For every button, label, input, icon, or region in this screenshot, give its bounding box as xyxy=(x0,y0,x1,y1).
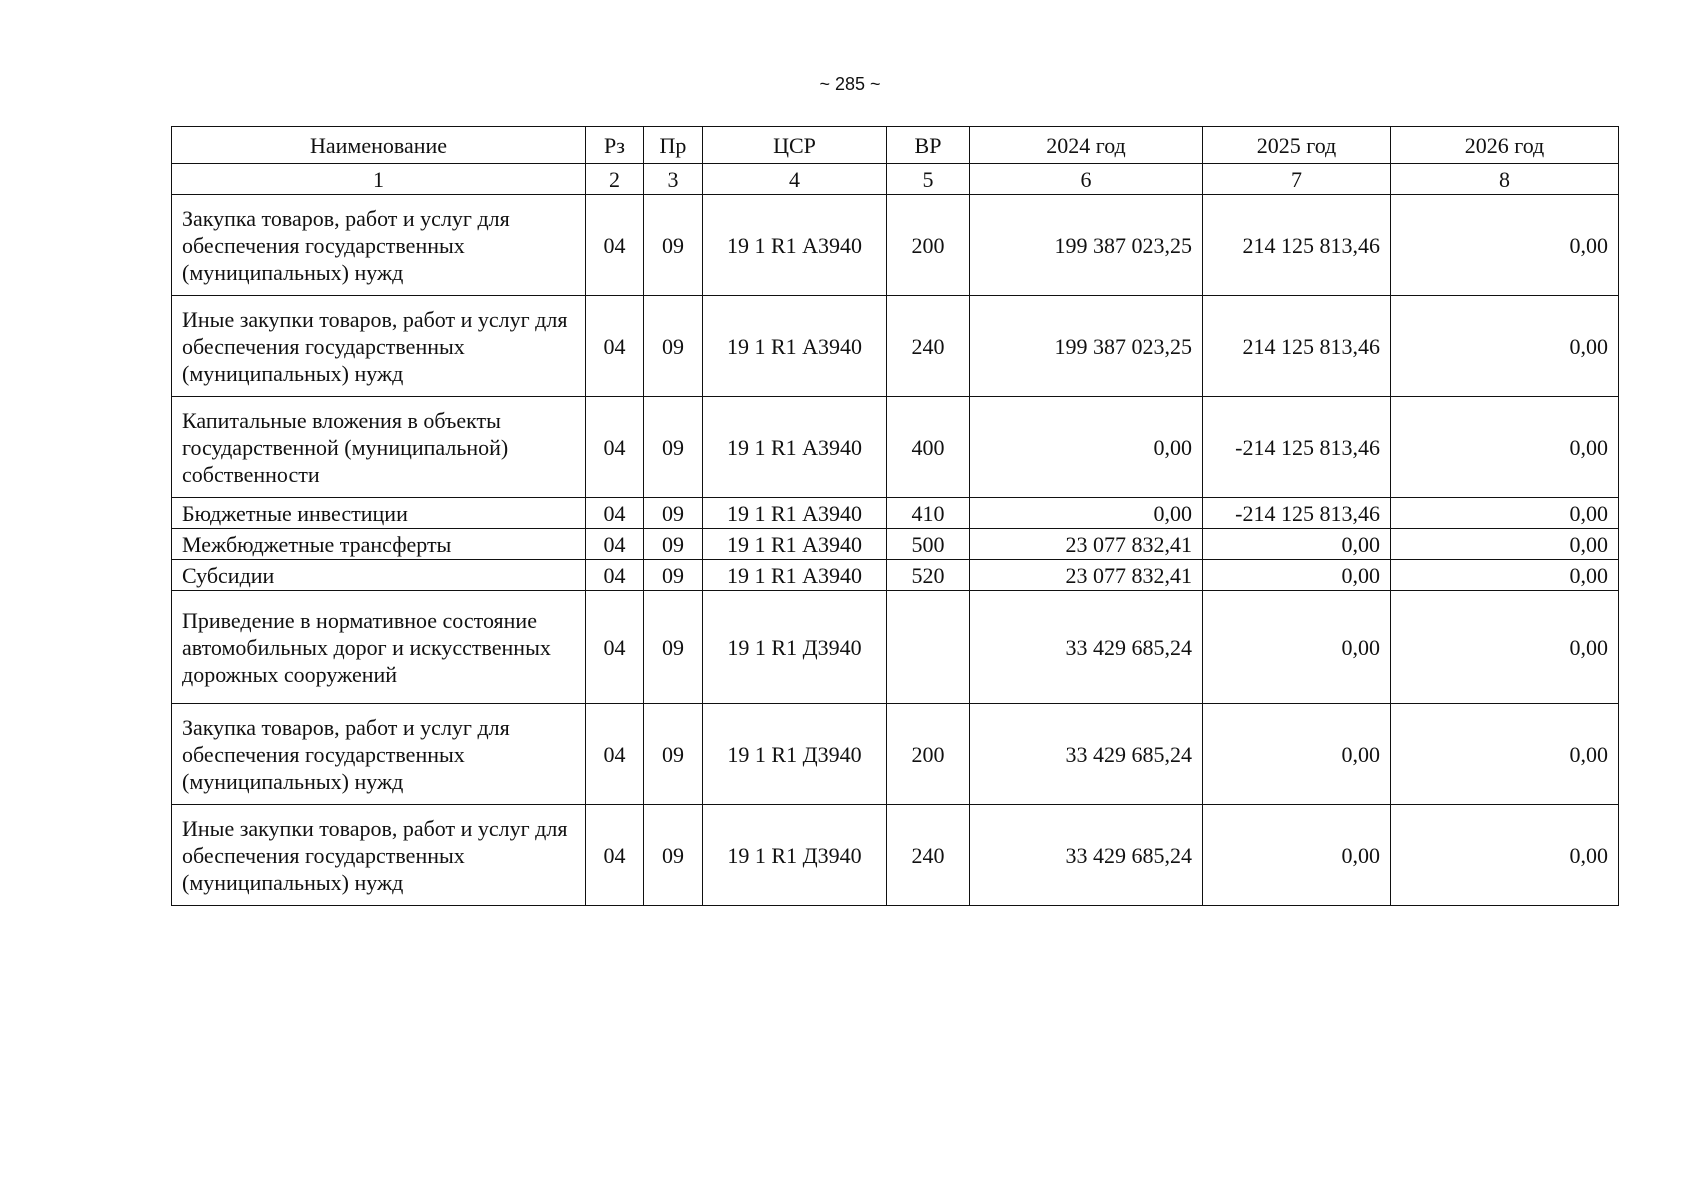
table-row xyxy=(172,704,1619,805)
cell-2026: 0,00 xyxy=(1391,805,1619,906)
cell-2025: -214 125 813,46 xyxy=(1203,498,1391,529)
cell-vr xyxy=(887,591,970,704)
cell-pr: 09 xyxy=(644,560,703,591)
cell-rz: 04 xyxy=(586,560,644,591)
cell-rz: 04 xyxy=(586,529,644,560)
table-row xyxy=(172,498,1619,529)
table-row xyxy=(172,591,1619,704)
column-number: 8 xyxy=(1391,164,1619,195)
cell-pr: 09 xyxy=(644,591,703,704)
table-row xyxy=(172,560,1619,591)
cell-2026: 0,00 xyxy=(1391,397,1619,498)
cell-2024: 23 077 832,41 xyxy=(970,560,1203,591)
cell-2025: -214 125 813,46 xyxy=(1203,397,1391,498)
cell-2026: 0,00 xyxy=(1391,529,1619,560)
cell-name: Капитальные вложения в объекты государственной (муниципальной) собственности xyxy=(172,397,586,498)
cell-2025: 0,00 xyxy=(1203,529,1391,560)
header-pr: Пр xyxy=(644,127,703,164)
header-name: Наименование xyxy=(172,127,586,164)
table-row xyxy=(172,397,1619,498)
cell-2024: 23 077 832,41 xyxy=(970,529,1203,560)
cell-rz: 04 xyxy=(586,805,644,906)
cell-2024: 0,00 xyxy=(970,498,1203,529)
cell-pr: 09 xyxy=(644,296,703,397)
cell-2024: 33 429 685,24 xyxy=(970,704,1203,805)
cell-pr: 09 xyxy=(644,498,703,529)
cell-name: Закупка товаров, работ и услуг для обеспечения государственных (муниципальных) нужд xyxy=(172,704,586,805)
column-number: 4 xyxy=(703,164,887,195)
cell-name: Иные закупки товаров, работ и услуг для обеспечения государственных (муниципальных) нужд xyxy=(172,296,586,397)
cell-2024: 199 387 023,25 xyxy=(970,195,1203,296)
header-csr: ЦСР xyxy=(703,127,887,164)
header-2026: 2026 год xyxy=(1391,127,1619,164)
cell-2026: 0,00 xyxy=(1391,195,1619,296)
cell-2026: 0,00 xyxy=(1391,498,1619,529)
column-number: 3 xyxy=(644,164,703,195)
budget-table xyxy=(171,126,1619,906)
cell-2025: 214 125 813,46 xyxy=(1203,296,1391,397)
cell-vr: 500 xyxy=(887,529,970,560)
cell-csr: 19 1 R1 А3940 xyxy=(703,529,887,560)
cell-rz: 04 xyxy=(586,498,644,529)
cell-csr: 19 1 R1 А3940 xyxy=(703,397,887,498)
table-row xyxy=(172,195,1619,296)
header-row xyxy=(172,127,1619,164)
cell-name: Межбюджетные трансферты xyxy=(172,529,586,560)
cell-name: Субсидии xyxy=(172,560,586,591)
cell-2025: 0,00 xyxy=(1203,704,1391,805)
cell-name: Бюджетные инвестиции xyxy=(172,498,586,529)
cell-pr: 09 xyxy=(644,704,703,805)
cell-csr: 19 1 R1 А3940 xyxy=(703,296,887,397)
cell-name: Приведение в нормативное состояние автомобильных дорог и искусственных дорожных сооружений xyxy=(172,591,586,704)
column-number: 6 xyxy=(970,164,1203,195)
table-row xyxy=(172,296,1619,397)
header-rz: Рз xyxy=(586,127,644,164)
column-number: 7 xyxy=(1203,164,1391,195)
cell-pr: 09 xyxy=(644,195,703,296)
cell-rz: 04 xyxy=(586,195,644,296)
cell-csr: 19 1 R1 Д3940 xyxy=(703,704,887,805)
cell-2024: 33 429 685,24 xyxy=(970,591,1203,704)
cell-rz: 04 xyxy=(586,591,644,704)
cell-2024: 199 387 023,25 xyxy=(970,296,1203,397)
cell-csr: 19 1 R1 Д3940 xyxy=(703,805,887,906)
cell-csr: 19 1 R1 А3940 xyxy=(703,560,887,591)
cell-2026: 0,00 xyxy=(1391,296,1619,397)
column-number: 2 xyxy=(586,164,644,195)
cell-2026: 0,00 xyxy=(1391,704,1619,805)
column-number: 1 xyxy=(172,164,586,195)
cell-2025: 0,00 xyxy=(1203,591,1391,704)
column-number-row xyxy=(172,164,1619,195)
cell-2026: 0,00 xyxy=(1391,560,1619,591)
cell-2025: 0,00 xyxy=(1203,805,1391,906)
column-number: 5 xyxy=(887,164,970,195)
header-2025: 2025 год xyxy=(1203,127,1391,164)
cell-vr: 400 xyxy=(887,397,970,498)
cell-name: Закупка товаров, работ и услуг для обеспечения государственных (муниципальных) нужд xyxy=(172,195,586,296)
cell-pr: 09 xyxy=(644,397,703,498)
cell-csr: 19 1 R1 А3940 xyxy=(703,498,887,529)
cell-2026: 0,00 xyxy=(1391,591,1619,704)
cell-2024: 33 429 685,24 xyxy=(970,805,1203,906)
table-row xyxy=(172,529,1619,560)
header-vr: ВР xyxy=(887,127,970,164)
cell-pr: 09 xyxy=(644,529,703,560)
cell-name: Иные закупки товаров, работ и услуг для обеспечения государственных (муниципальных) нужд xyxy=(172,805,586,906)
cell-rz: 04 xyxy=(586,397,644,498)
cell-rz: 04 xyxy=(586,296,644,397)
cell-csr: 19 1 R1 А3940 xyxy=(703,195,887,296)
cell-2025: 214 125 813,46 xyxy=(1203,195,1391,296)
cell-vr: 200 xyxy=(887,704,970,805)
cell-vr: 240 xyxy=(887,296,970,397)
table-row xyxy=(172,805,1619,906)
cell-vr: 520 xyxy=(887,560,970,591)
cell-vr: 200 xyxy=(887,195,970,296)
page-number: ~ 285 ~ xyxy=(819,74,881,94)
cell-csr: 19 1 R1 Д3940 xyxy=(703,591,887,704)
cell-vr: 410 xyxy=(887,498,970,529)
cell-vr: 240 xyxy=(887,805,970,906)
header-2024: 2024 год xyxy=(970,127,1203,164)
cell-rz: 04 xyxy=(586,704,644,805)
cell-2025: 0,00 xyxy=(1203,560,1391,591)
cell-2024: 0,00 xyxy=(970,397,1203,498)
cell-pr: 09 xyxy=(644,805,703,906)
